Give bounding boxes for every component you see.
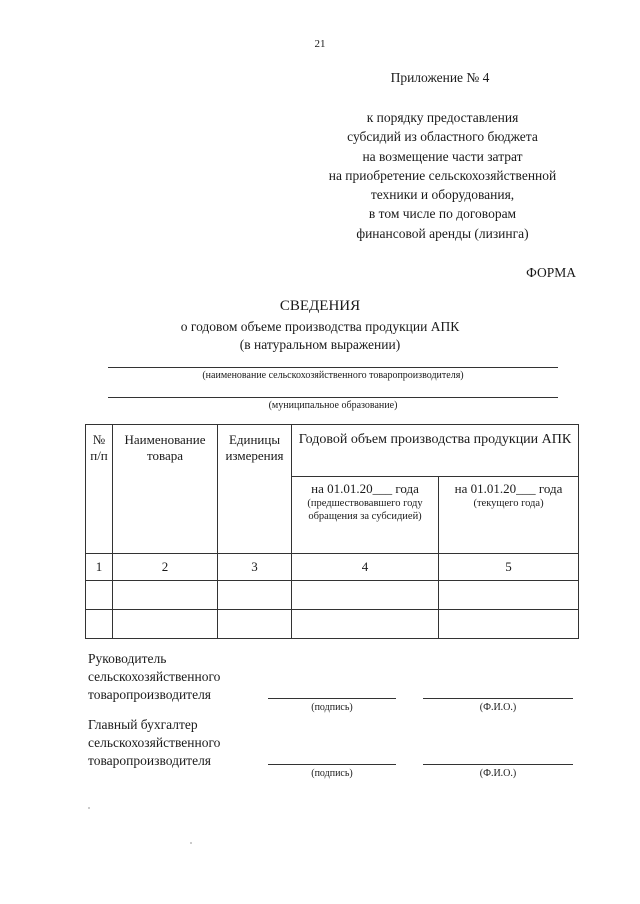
header-current-year bbox=[439, 477, 579, 554]
appendix-title: Приложение № 4 bbox=[390, 70, 490, 85]
header-previous-year bbox=[292, 477, 439, 554]
previous-year-note: (предшествовавшего году обращения за субсидией) bbox=[307, 498, 423, 522]
head-name-field[interactable] bbox=[423, 698, 573, 699]
appendix-description bbox=[300, 108, 585, 243]
table-header-row bbox=[86, 425, 579, 477]
municipality-caption: (муниципальное образование) bbox=[268, 400, 398, 411]
role-line: сельскохозяйственного bbox=[88, 735, 221, 750]
table-cell[interactable] bbox=[292, 610, 439, 639]
role-line: Руководитель bbox=[88, 651, 167, 666]
form-label: ФОРМА bbox=[526, 265, 576, 280]
subheading-line: (в натуральном выражении) bbox=[239, 337, 401, 352]
head-name-caption: (Ф.И.О.) bbox=[479, 702, 517, 713]
role-line: товаропроизводителя bbox=[88, 753, 212, 768]
accountant-signature-field[interactable] bbox=[268, 764, 396, 765]
table-cell[interactable] bbox=[218, 581, 292, 610]
scan-speck bbox=[88, 807, 90, 809]
accountant-name-caption: (Ф.И.О.) bbox=[479, 768, 517, 779]
table-row bbox=[86, 581, 579, 610]
column-number: 5 bbox=[439, 554, 579, 581]
head-signature-field[interactable] bbox=[268, 698, 396, 699]
signature-role-head bbox=[88, 650, 220, 704]
appendix-line: финансовой аренды (лизинга) bbox=[356, 225, 529, 241]
appendix-line: в том числе по договорам bbox=[368, 206, 517, 222]
header-product-name: Наименование товара bbox=[113, 425, 218, 554]
appendix-line: субсидий из областного бюджета bbox=[347, 129, 538, 145]
column-number: 1 bbox=[86, 554, 113, 581]
column-number-row bbox=[86, 554, 579, 581]
appendix-line: техники и оборудования, bbox=[370, 187, 515, 203]
signature-role-accountant bbox=[88, 716, 220, 770]
table-cell[interactable] bbox=[292, 581, 439, 610]
producer-name-field[interactable] bbox=[108, 367, 558, 368]
column-number: 2 bbox=[113, 554, 218, 581]
previous-year-date: на 01.01.20___ года bbox=[311, 481, 419, 496]
document-heading: СВЕДЕНИЯ bbox=[279, 298, 361, 314]
municipality-field[interactable] bbox=[108, 397, 558, 398]
table-cell[interactable] bbox=[218, 610, 292, 639]
scan-speck bbox=[190, 842, 192, 844]
table-cell[interactable] bbox=[113, 610, 218, 639]
current-year-date: на 01.01.20___ года bbox=[454, 481, 563, 496]
role-line: товаропроизводителя bbox=[88, 687, 212, 702]
subheading-line: о годовом объеме производства продукции АПК bbox=[180, 319, 460, 334]
table-cell[interactable] bbox=[86, 581, 113, 610]
table-cell[interactable] bbox=[439, 581, 579, 610]
role-line: сельскохозяйственного bbox=[88, 669, 221, 684]
current-year-note: (текущего года) bbox=[473, 498, 544, 509]
document-subheading bbox=[0, 318, 640, 354]
appendix-line: на возмещение части затрат bbox=[362, 148, 523, 164]
column-number: 4 bbox=[292, 554, 439, 581]
appendix-line: на приобретение сельскохозяйственной bbox=[328, 167, 557, 183]
appendix-line: к порядку предоставления bbox=[366, 110, 519, 125]
header-units: Единицы измерения bbox=[218, 425, 292, 554]
table-cell[interactable] bbox=[439, 610, 579, 639]
table-row bbox=[86, 610, 579, 639]
accountant-name-field[interactable] bbox=[423, 764, 573, 765]
head-signature-caption: (подпись) bbox=[311, 702, 353, 713]
accountant-signature-caption: (подпись) bbox=[311, 768, 353, 779]
table-cell[interactable] bbox=[113, 581, 218, 610]
header-number: № п/п bbox=[86, 425, 113, 554]
table-cell[interactable] bbox=[86, 610, 113, 639]
role-line: Главный бухгалтер bbox=[88, 717, 198, 732]
column-number: 3 bbox=[218, 554, 292, 581]
producer-caption: (наименование сельскохозяйственного товаропроизводителя) bbox=[202, 370, 464, 381]
production-table bbox=[85, 424, 579, 639]
page-number: 21 bbox=[314, 38, 326, 50]
header-annual-volume: Годовой объем производства продукции АПК bbox=[292, 425, 579, 477]
